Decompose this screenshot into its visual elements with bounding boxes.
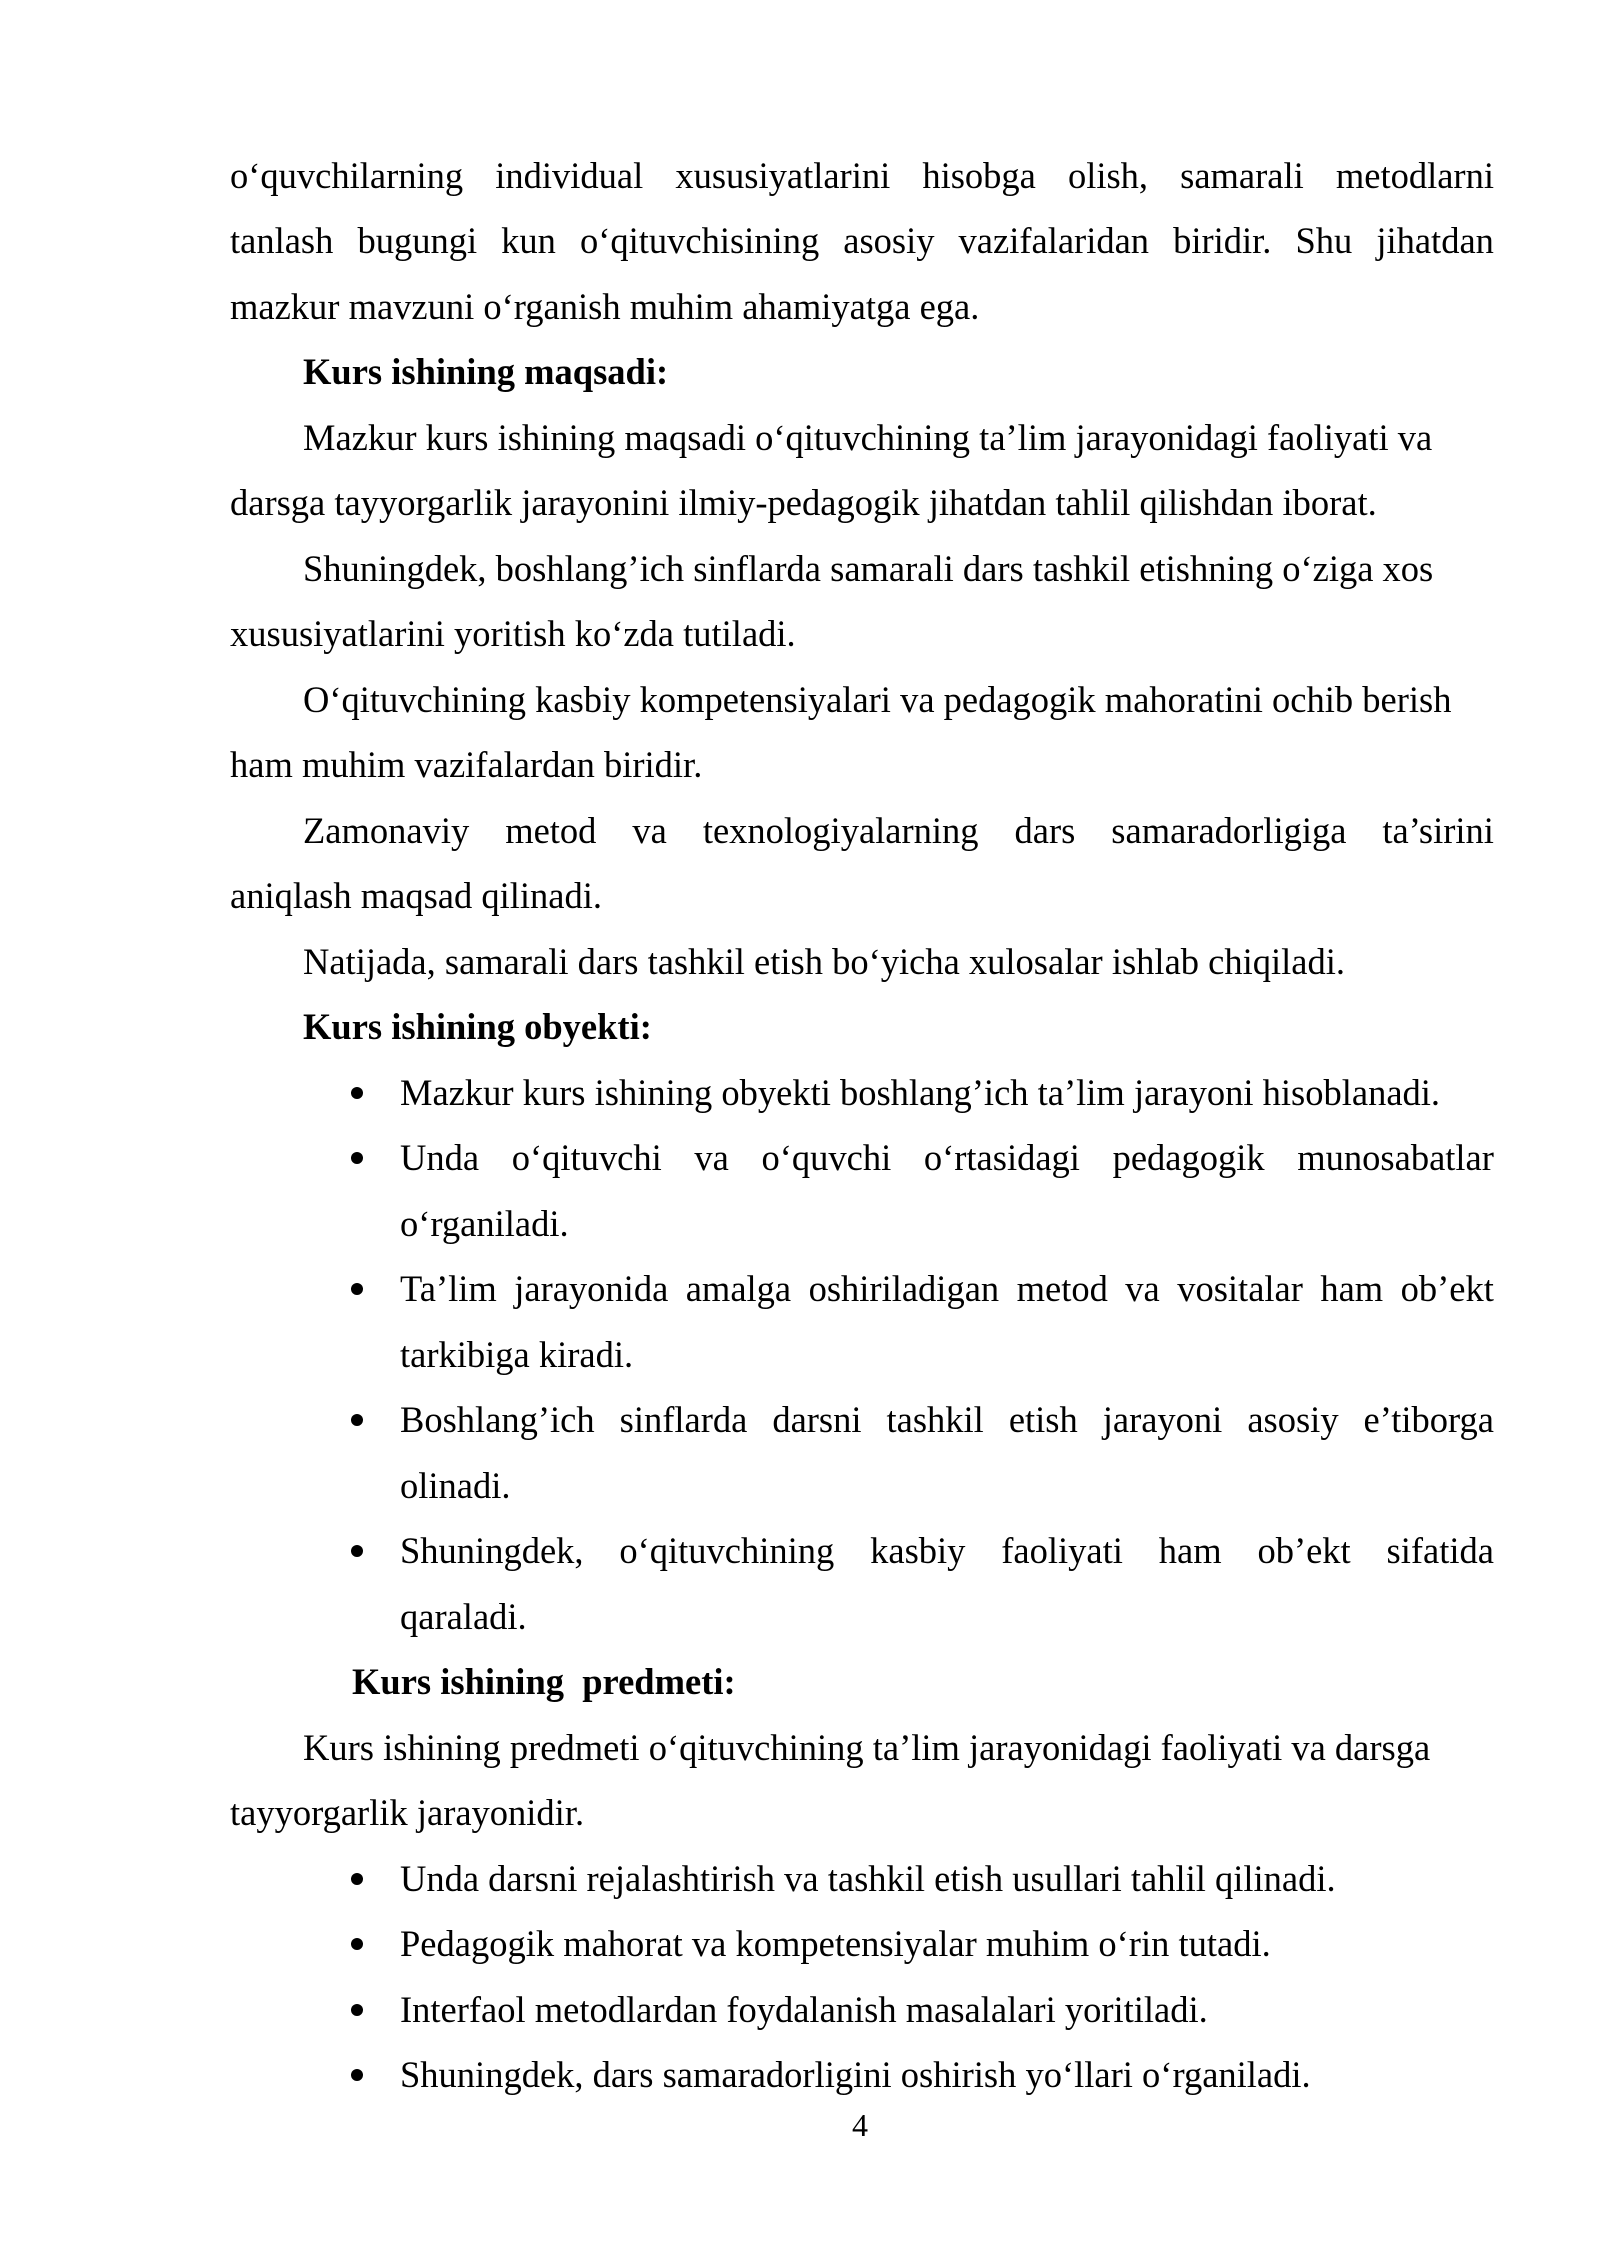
- predmet-bullet-1: Unda darsni rejalashtirish va tashkil etish usullari tahlil qilinadi.: [400, 1858, 1336, 1899]
- maqsad-p2-line-2: xususiyatlarini yoritish ko‘zda tutiladi.: [230, 613, 796, 654]
- word: Boshlang’ich: [400, 1399, 595, 1440]
- word: asosiy: [1247, 1399, 1339, 1440]
- bullet-dot: [351, 1087, 363, 1099]
- bullet-dot: [351, 1873, 363, 1885]
- maqsad-p1-line-1: Mazkur kurs ishining maqsadi o‘qituvchining ta’lim jarayonidagi faoliyati va: [303, 417, 1433, 458]
- obyekt-bullet-5-line-2: qaraladi.: [400, 1596, 527, 1637]
- maqsad-heading: Kurs ishining maqsadi:: [303, 351, 669, 392]
- word: Shu: [1295, 220, 1353, 261]
- word: kun: [501, 220, 556, 261]
- word: biridir.: [1173, 220, 1272, 261]
- word: ob’ekt: [1257, 1530, 1351, 1571]
- maqsad-p5: Natijada, samarali dars tashkil etish bo‘yicha xulosalar ishlab chiqiladi.: [303, 941, 1345, 982]
- word: hisobga: [922, 155, 1036, 196]
- word: xususiyatlarini: [675, 155, 891, 196]
- word: sinflarda: [619, 1399, 748, 1440]
- word: jihatdan: [1376, 220, 1494, 261]
- word: dars: [1014, 810, 1076, 851]
- maqsad-p2-line-1: Shuningdek, boshlang’ich sinflarda samarali dars tashkil etishning o‘ziga xos: [303, 548, 1434, 589]
- obyekt-heading: Kurs ishining obyekti:: [303, 1006, 652, 1047]
- bullet-dot: [351, 1283, 363, 1295]
- word: jarayoni: [1102, 1399, 1223, 1440]
- obyekt-bullet-3-line-1: [400, 1269, 1494, 1309]
- predmet-p-line-2: tayyorgarlik jarayonidir.: [230, 1792, 585, 1833]
- word: vazifalaridan: [958, 220, 1150, 261]
- obyekt-bullet-4-line-2: olinadi.: [400, 1465, 511, 1506]
- bullet-dot: [351, 2004, 363, 2016]
- word: o‘quvchilarning: [230, 155, 464, 196]
- page-number: 4: [852, 2107, 868, 2143]
- predmet-p-line-1: Kurs ishining predmeti o‘qituvchining ta’lim jarayonidagi faoliyati va darsga: [303, 1727, 1431, 1768]
- word: oshiriladigan: [808, 1268, 1000, 1309]
- maqsad-p4-line-1: [303, 811, 1494, 851]
- word: metod: [1016, 1268, 1108, 1309]
- obyekt-bullet-2-line-1: [400, 1138, 1494, 1178]
- intro-line-1: [230, 156, 1494, 196]
- word: ta’sirini: [1382, 810, 1494, 851]
- word: bugungi: [357, 220, 478, 261]
- intro-line-2: [230, 221, 1494, 261]
- predmet-heading: Kurs ishining predmeti:: [352, 1661, 736, 1702]
- word: faoliyati: [1001, 1530, 1123, 1571]
- bullet-dot: [351, 1938, 363, 1950]
- word: etish: [1008, 1399, 1078, 1440]
- word: Shuningdek,: [400, 1530, 584, 1571]
- word: va: [632, 810, 667, 851]
- word: metod: [505, 810, 597, 851]
- word: ham: [1158, 1530, 1222, 1571]
- word: ham: [1320, 1268, 1384, 1309]
- word: samarali: [1180, 155, 1304, 196]
- word: e’tiborga: [1363, 1399, 1494, 1440]
- maqsad-p1-line-2: darsga tayyorgarlik jarayonini ilmiy-pedagogik jihatdan tahlil qilishdan iborat.: [230, 482, 1377, 523]
- obyekt-bullet-4-line-1: [400, 1400, 1494, 1440]
- predmet-bullet-4: Shuningdek, dars samaradorligini oshirish yo‘llari o‘rganiladi.: [400, 2054, 1311, 2095]
- word: pedagogik: [1112, 1137, 1265, 1178]
- word: Ta’lim: [400, 1268, 497, 1309]
- obyekt-bullet-2-line-2: o‘rganiladi.: [400, 1203, 569, 1244]
- word: sifatida: [1386, 1530, 1494, 1571]
- word: va: [1125, 1268, 1160, 1309]
- word: metodlarni: [1335, 155, 1494, 196]
- bullet-dot: [351, 1414, 363, 1426]
- bullet-dot: [351, 2069, 363, 2081]
- word: o‘qituvchining: [619, 1530, 835, 1571]
- word: o‘rtasidagi: [923, 1137, 1080, 1178]
- word: tanlash: [230, 220, 334, 261]
- word: va: [694, 1137, 729, 1178]
- bullet-dot: [351, 1545, 363, 1557]
- maqsad-p3-line-1: O‘qituvchining kasbiy kompetensiyalari va pedagogik mahoratini ochib berish: [303, 679, 1452, 720]
- predmet-bullet-3: Interfaol metodlardan foydalanish masalalari yoritiladi.: [400, 1989, 1208, 2030]
- obyekt-bullet-1: Mazkur kurs ishining obyekti boshlang’ich ta’lim jarayoni hisoblanadi.: [400, 1072, 1441, 1113]
- word: Zamonaviy: [303, 810, 470, 851]
- word: darsni: [772, 1399, 862, 1440]
- word: jarayonida: [514, 1268, 669, 1309]
- word: o‘qituvchi: [511, 1137, 662, 1178]
- word: individual: [495, 155, 644, 196]
- word: kasbiy: [870, 1530, 966, 1571]
- bullet-dot: [351, 1152, 363, 1164]
- word: o‘quvchi: [761, 1137, 892, 1178]
- word: samaradorligiga: [1111, 810, 1347, 851]
- obyekt-bullet-3-line-2: tarkibiga kiradi.: [400, 1334, 634, 1375]
- word: texnologiyalarning: [702, 810, 979, 851]
- word: munosabatlar: [1297, 1137, 1494, 1178]
- word: tashkil: [886, 1399, 984, 1440]
- maqsad-p4-line-2: aniqlash maqsad qilinadi.: [230, 875, 603, 916]
- word: asosiy: [843, 220, 935, 261]
- predmet-bullet-2: Pedagogik mahorat va kompetensiyalar muhim o‘rin tutadi.: [400, 1923, 1271, 1964]
- word: vositalar: [1177, 1268, 1303, 1309]
- word: ob’ekt: [1400, 1268, 1494, 1309]
- intro-line-3: mazkur mavzuni o‘rganish muhim ahamiyatga ega.: [230, 286, 980, 327]
- word: o‘qituvchisining: [579, 220, 820, 261]
- word: amalga: [685, 1268, 792, 1309]
- obyekt-bullet-5-line-1: [400, 1531, 1494, 1571]
- word: Unda: [400, 1137, 480, 1178]
- maqsad-p3-line-2: ham muhim vazifalardan biridir.: [230, 744, 703, 785]
- word: olish,: [1067, 155, 1149, 196]
